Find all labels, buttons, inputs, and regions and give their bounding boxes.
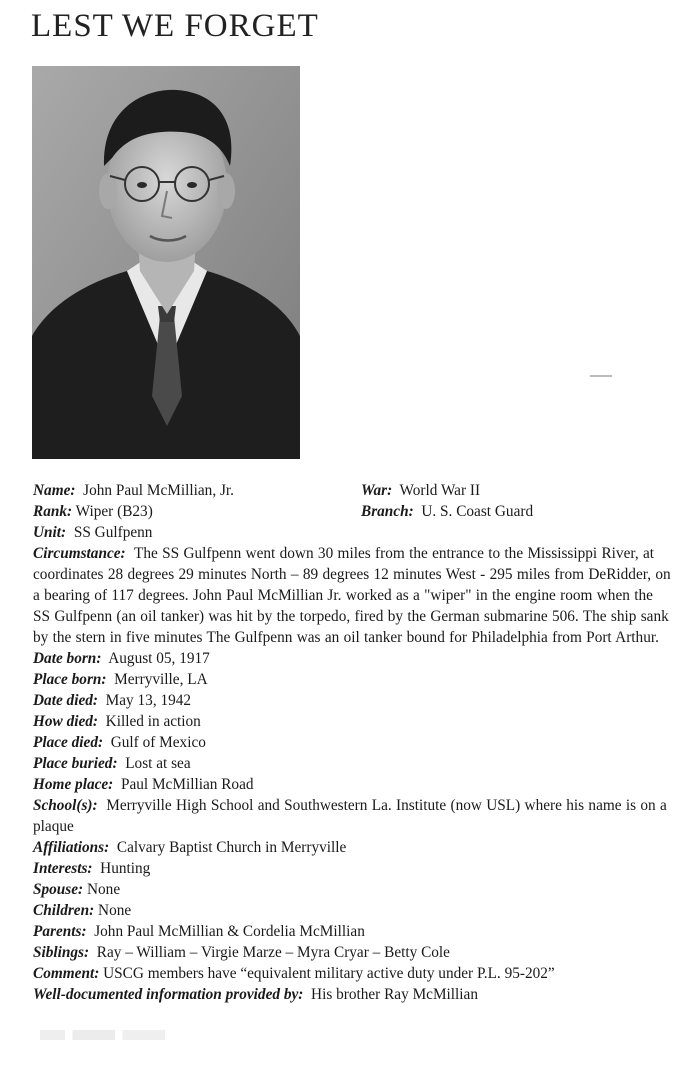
unit-label: Unit:: [33, 524, 67, 541]
children-value: None: [98, 902, 132, 919]
provided-by-label: Well-documented information provided by:: [33, 986, 304, 1003]
schools-label: School(s):: [33, 797, 98, 814]
comment-row: [33, 963, 673, 984]
affiliations-row: [33, 837, 673, 858]
page-title: LEST WE FORGET: [31, 8, 319, 44]
unit-value: SS Gulfpenn: [73, 524, 153, 541]
place-born-value: Merryville, LA: [114, 671, 208, 688]
siblings-row: [33, 942, 673, 963]
unit-row: [33, 522, 673, 543]
scan-speck: [590, 375, 612, 377]
place-buried-value: Lost at sea: [125, 755, 191, 772]
date-born-value: August 05, 1917: [108, 650, 210, 667]
comment-value: USCG members have “equivalent military active duty under P.L. 95-202”: [103, 965, 555, 982]
spouse-row: [33, 879, 673, 900]
place-died-row: [33, 732, 673, 753]
place-buried-row: [33, 753, 673, 774]
portrait-photo: [32, 66, 300, 459]
faded-scan-mark: [40, 1030, 165, 1040]
home-place-row: [33, 774, 673, 795]
interests-label: Interests:: [33, 860, 93, 877]
date-died-value: May 13, 1942: [105, 692, 192, 709]
home-place-value: Paul McMillian Road: [120, 776, 254, 793]
branch-value: U. S. Coast Guard: [421, 503, 534, 520]
name-field: [33, 482, 234, 499]
parents-value: John Paul McMillian & Cordelia McMillian: [94, 923, 365, 940]
rank-field: [33, 503, 153, 520]
date-died-label: Date died:: [33, 692, 98, 709]
schools-value: Merryville High School and Southwestern La. Institute (now USL) where his name is on a plaque: [33, 797, 667, 835]
date-born-row: [33, 648, 673, 669]
affiliations-value: Calvary Baptist Church in Merryville: [116, 839, 347, 856]
children-label: Children:: [33, 902, 95, 919]
name-war-row: [33, 480, 673, 501]
circumstance-row: [33, 543, 673, 648]
schools-row: [33, 795, 673, 837]
record-details: [33, 480, 673, 1005]
war-value: World War II: [399, 482, 481, 499]
branch-field: [361, 501, 533, 522]
spouse-value: None: [86, 881, 121, 898]
provided-by-row: [33, 984, 673, 1005]
siblings-value: Ray – William – Virgie Marze – Myra Cryar – Betty Cole: [96, 944, 450, 961]
rank-branch-row: [33, 501, 673, 522]
how-died-value: Killed in action: [105, 713, 201, 730]
place-buried-label: Place buried:: [33, 755, 118, 772]
date-died-row: [33, 690, 673, 711]
spouse-label: Spouse:: [33, 881, 84, 898]
provided-by-value: His brother Ray McMillian: [311, 986, 478, 1003]
place-born-row: [33, 669, 673, 690]
how-died-label: How died:: [33, 713, 99, 730]
name-value: John Paul McMillian, Jr.: [83, 482, 234, 499]
circumstance-value: The SS Gulfpenn went down 30 miles from the entrance to the Mississippi River, at coordinates 28 degrees 29 minutes North – 89 degrees 12 minutes West - 295 miles from DeRidder, on a bearing of 117 degrees. John Paul McMillian Jr. worked as a "wiper" in the engine room when the SS Gulfpenn (an oil tanker) was hit by the torpedo, fired by the German submarine 506. The ship sank by the stern in five minutes The Gulfpenn was an oil tanker bound for Philadelphia from Port Arthur.: [33, 545, 671, 646]
rank-label: Rank:: [33, 503, 73, 520]
parents-label: Parents:: [33, 923, 87, 940]
place-died-label: Place died:: [33, 734, 104, 751]
war-label: War:: [361, 482, 393, 499]
comment-label: Comment:: [33, 965, 100, 982]
how-died-row: [33, 711, 673, 732]
place-born-label: Place born:: [33, 671, 107, 688]
rank-value: Wiper (B23): [75, 503, 153, 520]
circumstance-label: Circumstance:: [33, 545, 126, 562]
name-label: Name:: [33, 482, 76, 499]
affiliations-label: Affiliations:: [33, 839, 110, 856]
date-born-label: Date born:: [33, 650, 102, 667]
parents-row: [33, 921, 673, 942]
place-died-value: Gulf of Mexico: [110, 734, 206, 751]
siblings-label: Siblings:: [33, 944, 90, 961]
children-row: [33, 900, 673, 921]
interests-value: Hunting: [100, 860, 151, 877]
home-place-label: Home place:: [33, 776, 114, 793]
branch-label: Branch:: [361, 503, 414, 520]
interests-row: [33, 858, 673, 879]
war-field: [361, 480, 480, 501]
